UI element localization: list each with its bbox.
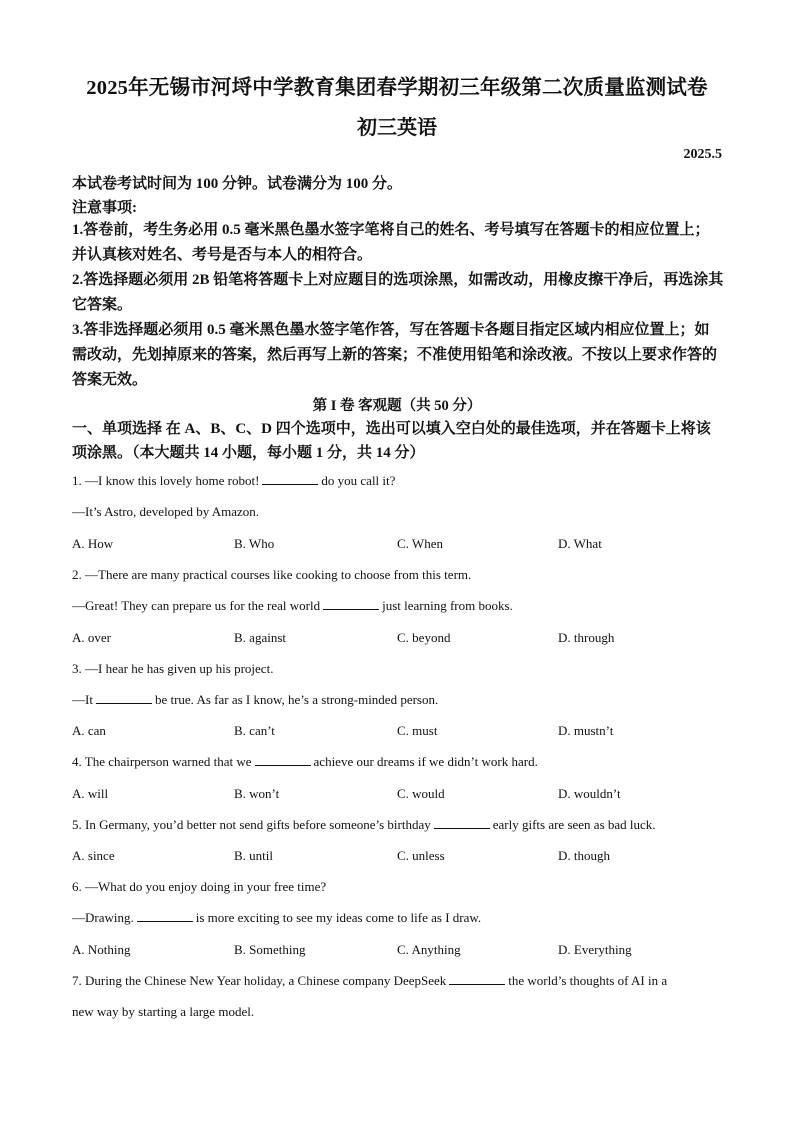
exam-date: 2025.5 (683, 147, 722, 162)
notes-item-1: 1.答卷前，考生务必用 0.5 毫米黑色墨水签字笔将自己的姓名、考号填写在答题卡的相应位置上；并认真核对姓名、考号是否与本人的相符合。 (72, 222, 710, 263)
question-2-text-pre: —Great! They can prepare us for the real world (72, 598, 321, 613)
option-d: D. through (558, 630, 615, 645)
part1-title: 第 I 卷 客观题（共 50 分） (312, 398, 482, 414)
question-1-line-2: —It’s Astro, developed by Amazon. (72, 504, 260, 519)
option-c: C. unless (397, 848, 445, 863)
question-4-options (72, 786, 722, 804)
question-3-line-2 (72, 692, 722, 708)
time-score-note: 本试卷考试时间为 100 分钟。试卷满分为 100 分。 (72, 176, 403, 192)
question-7-line-2: new way by starting a large model. (72, 1004, 255, 1019)
notes-item-3: 3.答非选择题必须用 0.5 毫米黑色墨水签字笔作答，写在答题卡各题目指定区域内相应位置上；如需改动，先划掉原来的答案，然后再写上新的答案；不准使用铅笔和涂改液。不按以上要求作答的答案无效。 (72, 322, 718, 388)
question-2-options (72, 630, 722, 648)
option-a: A. over (72, 630, 111, 645)
question-1-text-pre: 1. —I know this lovely home robot! (72, 473, 260, 488)
exam-subtitle: 初三英语 (357, 117, 437, 139)
answer-blank (434, 817, 490, 829)
option-a: A. can (72, 723, 106, 738)
question-3-text-pre: —It (72, 692, 93, 707)
option-b: B. won’t (234, 786, 280, 801)
question-2-line-1: 2. —There are many practical courses like cooking to choose from this term. (72, 567, 472, 582)
question-7-text-post: the world’s thoughts of AI in a (508, 973, 668, 988)
question-7-line-1 (72, 973, 722, 989)
section1-title: 一、单项选择 在 A、B、C、D 四个选项中，选出可以填入空白处的最佳选项，并在答题卡上将该项涂黑。（本大题共 14 小题，每小题 1 分，共 14 分） (72, 421, 711, 461)
option-d: D. Everything (558, 942, 632, 957)
option-b: B. can’t (234, 723, 275, 738)
question-3-line-1: 3. —I hear he has given up his project. (72, 661, 274, 676)
question-3-text-post: be true. As far as I know, he’s a strong-minded person. (154, 692, 439, 707)
question-4-text-post: achieve our dreams if we didn’t work hard. (313, 754, 538, 769)
option-b: B. Who (234, 536, 275, 551)
answer-blank (262, 473, 318, 485)
question-5-options (72, 848, 722, 866)
answer-blank (96, 692, 152, 704)
option-a: A. How (72, 536, 114, 551)
answer-blank (255, 754, 311, 766)
question-1-line-1 (72, 473, 722, 489)
notes-heading: 注意事项: (72, 200, 137, 216)
question-6-line-2 (72, 910, 722, 926)
option-b: B. until (234, 848, 274, 863)
question-1-text-post: do you call it? (321, 473, 396, 488)
answer-blank (323, 598, 379, 610)
notes-item-2: 2.答选择题必须用 2B 铅笔将答题卡上对应题目的选项涂黑，如需改动，用橡皮擦干净后，再选涂其它答案。 (72, 272, 724, 313)
question-6-text-post: is more exciting to see my ideas come to life as I draw. (195, 910, 482, 925)
question-6-line-1: 6. —What do you enjoy doing in your free time? (72, 879, 327, 894)
option-a: A. will (72, 786, 109, 801)
option-b: B. Something (234, 942, 306, 957)
option-c: C. Anything (397, 942, 461, 957)
option-b: B. against (234, 630, 286, 645)
option-c: C. beyond (397, 630, 451, 645)
question-4-line-1 (72, 754, 722, 770)
question-3-options (72, 723, 722, 741)
exam-title: 2025年无锡市河埒中学教育集团春学期初三年级第二次质量监测试卷 (86, 77, 708, 99)
option-a: A. Nothing (72, 942, 131, 957)
question-5-text-pre: 5. In Germany, you’d better not send gifts before someone’s birthday (72, 817, 431, 832)
question-2-text-post: just learning from books. (382, 598, 513, 613)
question-7-text-pre: 7. During the Chinese New Year holiday, a Chinese company DeepSeek (72, 973, 447, 988)
option-d: D. wouldn’t (558, 786, 621, 801)
answer-blank (449, 973, 505, 985)
option-c: C. When (397, 536, 443, 551)
question-5-line-1 (72, 817, 722, 833)
option-d: D. though (558, 848, 610, 863)
option-d: D. What (558, 536, 602, 551)
option-c: C. would (397, 786, 445, 801)
question-6-text-pre: —Drawing. (72, 910, 134, 925)
option-c: C. must (397, 723, 438, 738)
question-4-text-pre: 4. The chairperson warned that we (72, 754, 252, 769)
question-1-options (72, 536, 722, 554)
option-d: D. mustn’t (558, 723, 614, 738)
option-a: A. since (72, 848, 115, 863)
question-2-line-2 (72, 598, 722, 614)
answer-blank (137, 910, 193, 922)
question-5-text-post: early gifts are seen as bad luck. (492, 817, 656, 832)
question-6-options (72, 942, 722, 960)
